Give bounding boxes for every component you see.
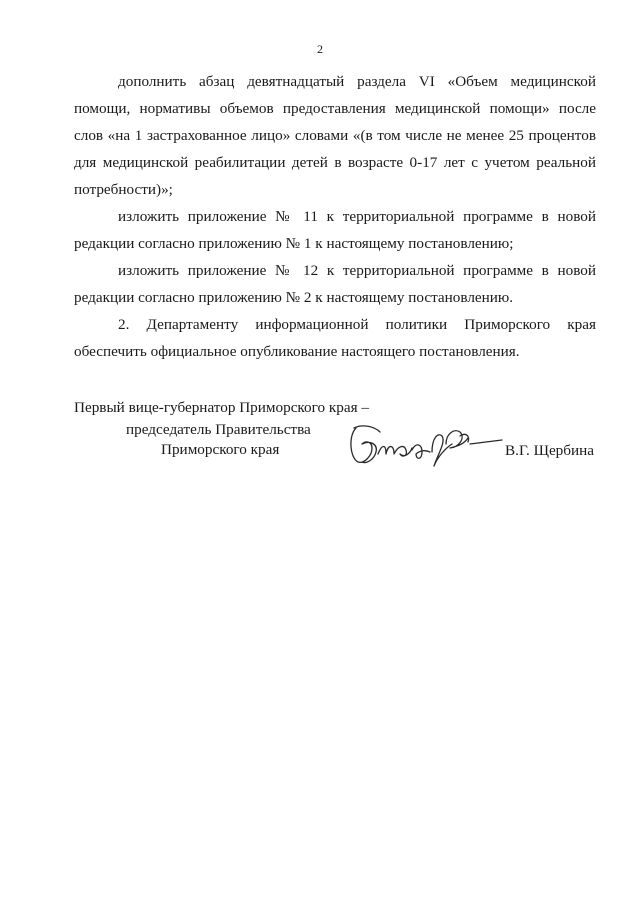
signatory-position-line-2: председатель Правительства bbox=[126, 421, 311, 438]
document-body bbox=[74, 68, 596, 365]
page-number: 2 bbox=[317, 42, 323, 56]
paragraph-publication-order: 2. Департаменту информационной политики Приморского края обеспечить официальное опубликование настоящего постановления. bbox=[74, 316, 596, 360]
signatory-name: В.Г. Щербина bbox=[505, 442, 594, 459]
signatory-position-line-3: Приморского края bbox=[161, 441, 280, 458]
handwritten-signature bbox=[342, 414, 512, 472]
paragraph-amend-section-vi: дополнить абзац девятнадцатый раздела VI «Объем медицинской помощи, нормативы объемов предоставления медицинской помощи» после слов «на 1 застрахованное лицо» словами «(в том числе не менее 25 процентов для медицинской реабилитации детей в возрасте 0-17 лет с учетом реальной потребности)»; bbox=[74, 73, 596, 198]
paragraph-appendix-11: изложить приложение № 11 к территориальной программе в новой редакции согласно приложению № 1 к настоящему постановлению; bbox=[74, 208, 596, 252]
signatory-position-line-1: Первый вице-губернатор Приморского края – bbox=[74, 399, 369, 416]
signature-block bbox=[74, 398, 596, 478]
paragraph-appendix-12: изложить приложение № 12 к территориальной программе в новой редакции согласно приложению № 2 к настоящему постановлению. bbox=[74, 262, 596, 306]
